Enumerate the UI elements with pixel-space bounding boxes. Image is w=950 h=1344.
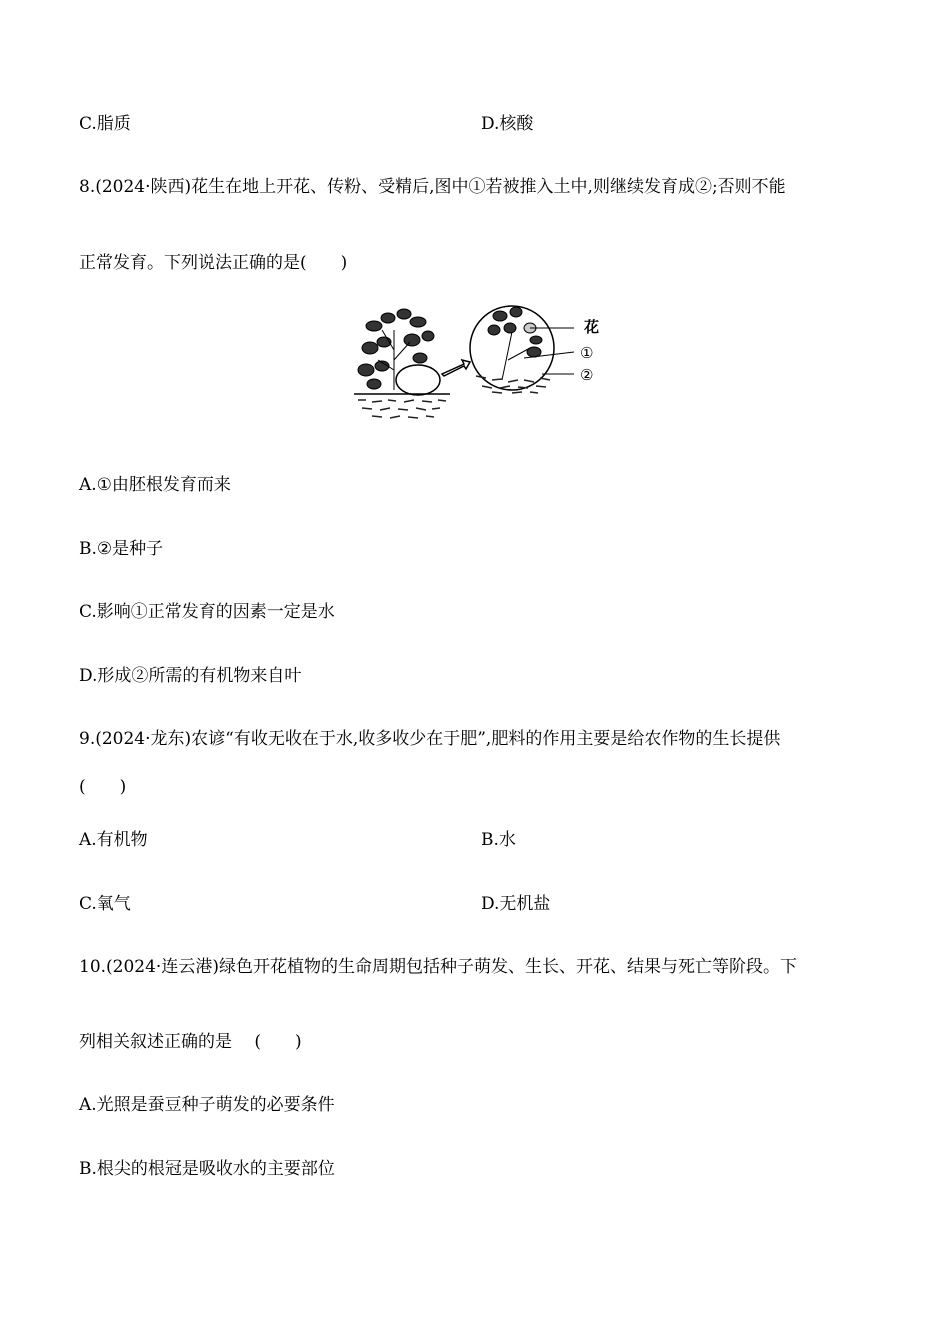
q8-stem-line2: 正常发育。下列说法正确的是( ) — [79, 253, 348, 273]
q9-stem-line1: 9.(2024·龙东)农谚“有收无收在于水,收多收少在于肥”,肥料的作用主要是给农作物的生长提供 — [79, 729, 781, 749]
q9-option-b: B.水 — [481, 830, 516, 850]
q8-option-c: C.影响①正常发育的因素一定是水 — [79, 602, 335, 622]
q8-option-d: D.形成②所需的有机物来自叶 — [79, 666, 302, 686]
q8-stem-line1: 8.(2024·陕西)花生在地上开花、传粉、受精后,图中①若被推入土中,则继续发育成②;否则不能 — [79, 177, 786, 197]
q9-option-a: A.有机物 — [79, 830, 148, 850]
zoom-circle — [396, 365, 440, 395]
label-flower: 花 — [584, 318, 600, 336]
q9-stem-line2: ( ) — [79, 777, 127, 797]
label-1: ① — [580, 344, 594, 362]
soil-left — [358, 400, 446, 418]
peanut-plant-figure — [352, 300, 612, 426]
q8-option-b: B.②是种子 — [79, 539, 164, 559]
q9-option-c: C.氧气 — [79, 894, 131, 914]
q10-option-b: B.根尖的根冠是吸收水的主要部位 — [79, 1159, 335, 1179]
q7-option-d: D.核酸 — [481, 114, 534, 134]
q10-stem-line1: 10.(2024·连云港)绿色开花植物的生命周期包括种子萌发、生长、开花、结果与死亡等阶段。下 — [79, 957, 797, 977]
label-2: ② — [580, 366, 594, 384]
arrow-icon — [442, 360, 470, 376]
q10-option-a: A.光照是蚕豆种子萌发的必要条件 — [79, 1095, 335, 1115]
q9-option-d: D.无机盐 — [481, 894, 551, 914]
q10-stem-line2: 列相关叙述正确的是 ( ) — [79, 1032, 302, 1052]
q7-option-c: C.脂质 — [79, 114, 131, 134]
q8-option-a: A.①由胚根发育而来 — [79, 475, 231, 495]
